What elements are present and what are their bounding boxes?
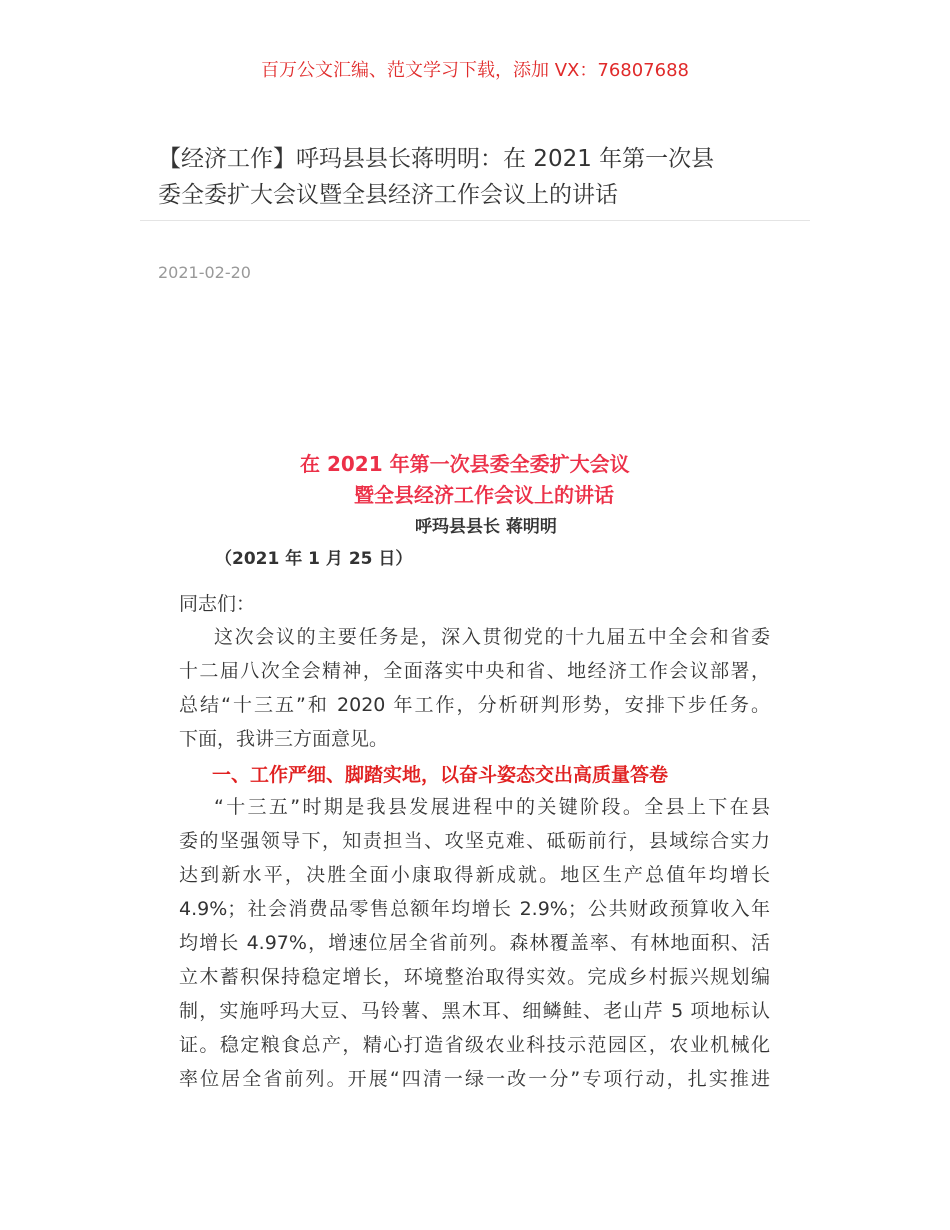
- speech-date: （2021 年 1 月 25 日）: [215, 549, 413, 569]
- article-title-line-2: 委全委扩大会议暨全县经济工作会议上的讲话: [158, 182, 618, 208]
- salutation: 同志们：: [179, 593, 256, 615]
- paragraph-line: 下面，我讲三方面意见。: [179, 728, 389, 750]
- speech-heading-line-2: 暨全县经济工作会议上的讲话: [354, 483, 614, 507]
- publish-date: 2021-02-20: [158, 263, 251, 282]
- paragraph-line: 立木蓄积保持稳定增长，环境整治取得实效。完成乡村振兴规划编: [179, 966, 770, 988]
- paragraph-line: 4.9%；社会消费品零售总额年均增长 2.9%；公共财政预算收入年: [179, 898, 770, 920]
- paragraph-line: 制，实施呼玛大豆、马铃薯、黑木耳、细鳞鲑、老山芹 5 项地标认: [179, 1000, 770, 1022]
- paragraph-line: “十三五”时期是我县发展进程中的关键阶段。全县上下在县: [214, 796, 770, 818]
- paragraph-line: 十二届八次全会精神，全面落实中央和省、地经济工作会议部署，: [179, 660, 770, 682]
- speech-author: 呼玛县县长 蒋明明: [415, 517, 557, 537]
- paragraph-line: 率位居全省前列。开展“四清一绿一改一分”专项行动，扎实推进: [179, 1068, 770, 1090]
- divider: [140, 220, 810, 221]
- speech-heading-line-1: 在 2021 年第一次县委全委扩大会议: [300, 452, 630, 476]
- promo-banner: 百万公文汇编、范文学习下载，添加 VX：76807688: [261, 60, 689, 81]
- paragraph-line: 达到新水平，决胜全面小康取得新成就。地区生产总值年均增长: [179, 864, 770, 886]
- paragraph-line: 证。稳定粮食总产，精心打造省级农业科技示范园区，农业机械化: [179, 1034, 770, 1056]
- paragraph-line: 总结“十三五”和 2020 年工作，分析研判形势，安排下步任务。: [179, 694, 770, 716]
- section-heading: 一、工作严细、脚踏实地，以奋斗姿态交出高质量答卷: [212, 764, 669, 786]
- paragraph-line: 均增长 4.97%，增速位居全省前列。森林覆盖率、有林地面积、活: [179, 932, 770, 954]
- paragraph-line: 这次会议的主要任务是，深入贯彻党的十九届五中全会和省委: [214, 626, 770, 648]
- article-title-line-1: 【经济工作】呼玛县县长蒋明明：在 2021 年第一次县: [158, 146, 715, 172]
- paragraph-line: 委的坚强领导下，知责担当、攻坚克难、砥砺前行，县域综合实力: [179, 830, 770, 852]
